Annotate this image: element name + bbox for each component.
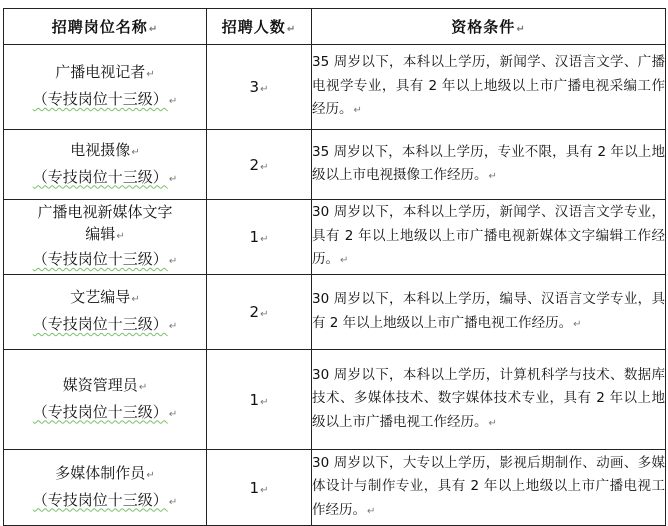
qualification-cell: 30 周岁以下，本科以上学历，编导、汉语言文学专业，具有 2 年以上地级以上市广播电视工作经历。↵: [312, 275, 666, 350]
position-level: （专技岗位十三级）: [32, 402, 168, 421]
headcount-cell: 1↵: [207, 200, 312, 275]
table-row: [4, 450, 666, 526]
table-row: [4, 350, 666, 450]
position-title: 电视摄像: [70, 140, 131, 159]
qualification-cell: 30 周岁以下，本科以上学历，新闻学、汉语言文学专业，具有 2 年以上地级以上市广播电视新媒体文字编辑工作经历。↵: [312, 200, 666, 275]
position-cell: 电视摄像↵ （专技岗位十三级）↵: [4, 130, 207, 200]
position-level: （专技岗位十三级）: [32, 315, 168, 333]
position-level: （专技岗位十三级）: [32, 167, 168, 186]
headcount-cell: 2↵: [207, 275, 312, 350]
recruitment-table: [3, 8, 666, 526]
position-title-line-1: 广播电视新媒体文字: [37, 203, 173, 221]
position-cell: 文艺编导↵ （专技岗位十三级）↵: [4, 275, 207, 350]
position-level: （专技岗位十三级）: [32, 90, 168, 108]
table-header-row: [4, 9, 666, 45]
qualification-cell: 35 周岁以下，本科以上学历，新闻学、汉语言文学、广播电视学专业，具有 2 年以上地级以上市广播电视采编工作经历。↵: [312, 45, 666, 130]
table-row: [4, 45, 666, 130]
header-headcount: 招聘人数↵: [207, 9, 312, 45]
table-row: [4, 275, 666, 350]
position-cell: 多媒体制作员↵ （专技岗位十三级）↵: [4, 450, 207, 526]
headcount-cell: 1↵: [207, 450, 312, 526]
position-level: （专技岗位十三级）: [32, 250, 168, 268]
position-title: 文艺编导: [70, 288, 131, 306]
position-title: 媒资管理员: [62, 375, 138, 394]
position-title-line-2: 编辑: [85, 225, 116, 243]
qualification-cell: 30 周岁以下，大专以上学历，影视后期制作、动画、多媒体设计与制作专业，具有 2 年以上地级以上市广播电视工作经历。↵: [312, 450, 666, 526]
position-cell: 媒资管理员↵ （专技岗位十三级）↵: [4, 350, 207, 450]
table-row: [4, 130, 666, 200]
position-level: （专技岗位十三级）: [32, 490, 168, 509]
headcount-cell: 2↵: [207, 130, 312, 200]
header-qualifications: 资格条件↵: [312, 9, 666, 45]
qualification-cell: 30 周岁以下，本科以上学历，计算机科学与技术、数据库技术、多媒体技术、数字媒体技术专业，具有 2 年以上地级以上市广播电视工作经历。↵: [312, 350, 666, 450]
position-cell: 广播电视新媒体文字 编辑↵ （专技岗位十三级）↵: [4, 200, 207, 275]
table-row: [4, 200, 666, 275]
position-title: 广播电视记者: [55, 63, 146, 81]
headcount-cell: 1↵: [207, 350, 312, 450]
header-position-name: 招聘岗位名称↵: [4, 9, 207, 45]
position-cell: 广播电视记者↵ （专技岗位十三级）↵: [4, 45, 207, 130]
qualification-cell: 35 周岁以下，本科以上学历，专业不限，具有 2 年以上地级以上市电视摄像工作经历。↵: [312, 130, 666, 200]
headcount-cell: 3↵: [207, 45, 312, 130]
position-title: 多媒体制作员: [55, 463, 146, 482]
